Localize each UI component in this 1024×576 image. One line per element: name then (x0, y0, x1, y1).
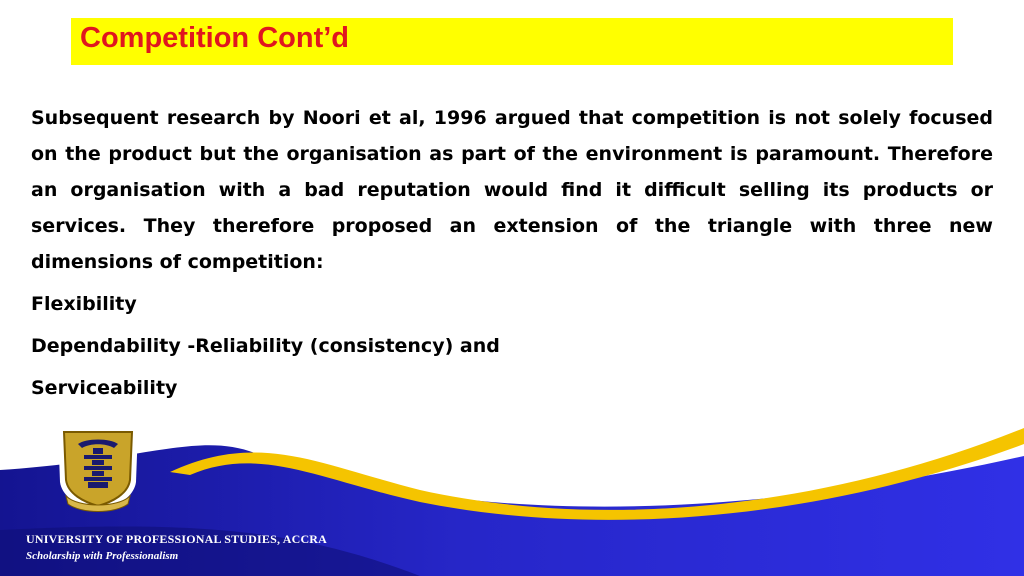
university-name: UNIVERSITY OF PROFESSIONAL STUDIES, ACCRA (26, 532, 328, 546)
list-item-flexibility: Flexibility (31, 293, 137, 315)
list-item-dependability: Dependability -Reliability (consistency) and (31, 335, 500, 357)
university-crest-icon (48, 424, 148, 514)
slide-body (31, 100, 993, 406)
title-bar (71, 18, 953, 65)
list-item-serviceability: Serviceability (31, 377, 178, 399)
university-motto: Scholarship with Professionalism (26, 550, 179, 562)
slide-title: Competition Cont’d (80, 22, 350, 54)
body-paragraph: Subsequent research by Noori et al, 1996 argued that competition is not solely focused on the product but the organisation as part of the environment is paramount. Therefore an organisation with a bad reputation would find it difficult selling its products or services. They therefore proposed an extension of the triangle with three new dimensions of competition: (31, 107, 993, 273)
